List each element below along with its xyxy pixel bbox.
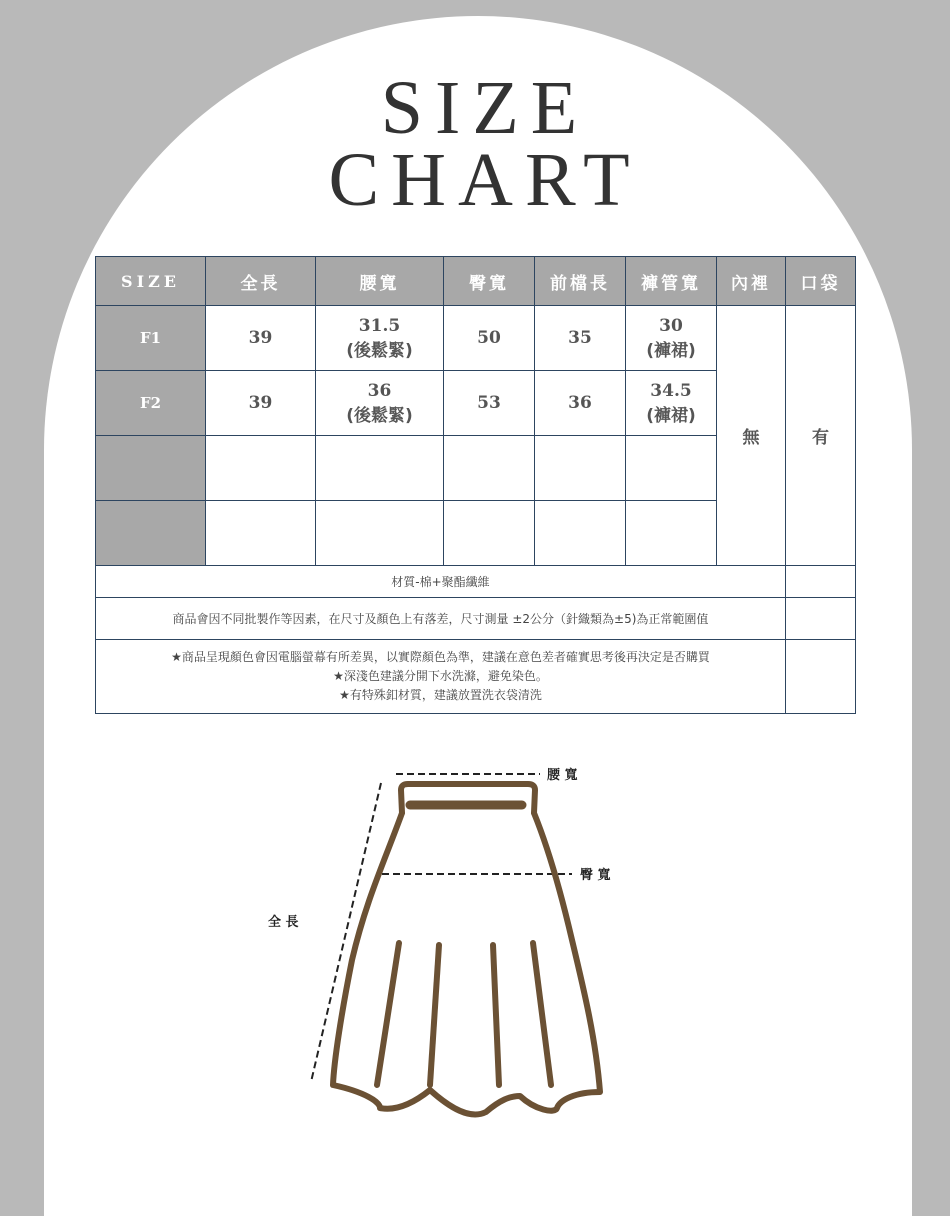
hip-value: 50 bbox=[444, 306, 535, 371]
header-pocket: 口袋 bbox=[786, 257, 856, 306]
skirt-body bbox=[333, 813, 600, 1115]
header-length: 全長 bbox=[206, 257, 316, 306]
waist-label: 腰 寬 bbox=[547, 768, 578, 783]
waist-value: 31.5 bbox=[358, 315, 401, 336]
leg-value: 34.5 bbox=[650, 380, 692, 401]
header-rise: 前檔長 bbox=[535, 257, 626, 306]
size-label: F1 bbox=[96, 306, 206, 371]
length-measure-line bbox=[311, 783, 381, 1082]
length-value: 39 bbox=[206, 306, 316, 371]
rise-value: 36 bbox=[535, 371, 626, 436]
hip-label: 臀 寬 bbox=[580, 868, 611, 883]
title-size: SIZE bbox=[380, 66, 590, 150]
care-note-color: ★商品呈現顏色會因電腦螢幕有所差異，以實際顏色為準，建議在意色差者確實思考後再決定是否購買 bbox=[171, 650, 710, 664]
header-size: SIZE bbox=[96, 257, 206, 306]
hip-value: 53 bbox=[444, 371, 535, 436]
care-note-buttons: ★有特殊釦材質，建議放置洗衣袋清洗 bbox=[339, 688, 542, 702]
tolerance-note: 商品會因不同批製作等因素，在尺寸及顏色上有落差，尺寸測量 ±2公分（針織類為±5)為正常範圍值 bbox=[96, 598, 786, 640]
skirt-pleat bbox=[430, 945, 439, 1085]
header-lining: 內裡 bbox=[717, 257, 786, 306]
lining-value: 無 bbox=[717, 306, 786, 566]
skirt-pleat bbox=[533, 943, 551, 1085]
care-note-wash: ★深淺色建議分開下水洗滌，避免染色。 bbox=[333, 669, 548, 683]
length-label: 全 長 bbox=[268, 915, 299, 930]
waist-note: (後鬆緊) bbox=[346, 340, 413, 361]
size-label: F2 bbox=[96, 371, 206, 436]
material-text: 材質-棉+聚酯纖維 bbox=[96, 566, 786, 598]
leg-value: 30 bbox=[659, 315, 683, 336]
skirt-pleat bbox=[493, 945, 499, 1085]
leg-note: (褲裙) bbox=[646, 340, 696, 361]
skirt-pleat bbox=[377, 943, 399, 1085]
header-leg-width: 褲管寬 bbox=[626, 257, 717, 306]
pocket-value: 有 bbox=[786, 306, 856, 566]
length-value: 39 bbox=[206, 371, 316, 436]
waist-note: (後鬆緊) bbox=[346, 405, 413, 426]
header-hip: 臀寬 bbox=[444, 257, 535, 306]
waist-value: 36 bbox=[367, 380, 392, 401]
leg-note: (褲裙) bbox=[646, 405, 696, 426]
title-chart: CHART bbox=[328, 138, 642, 222]
rise-value: 35 bbox=[535, 306, 626, 371]
header-waist: 腰寬 bbox=[316, 257, 444, 306]
